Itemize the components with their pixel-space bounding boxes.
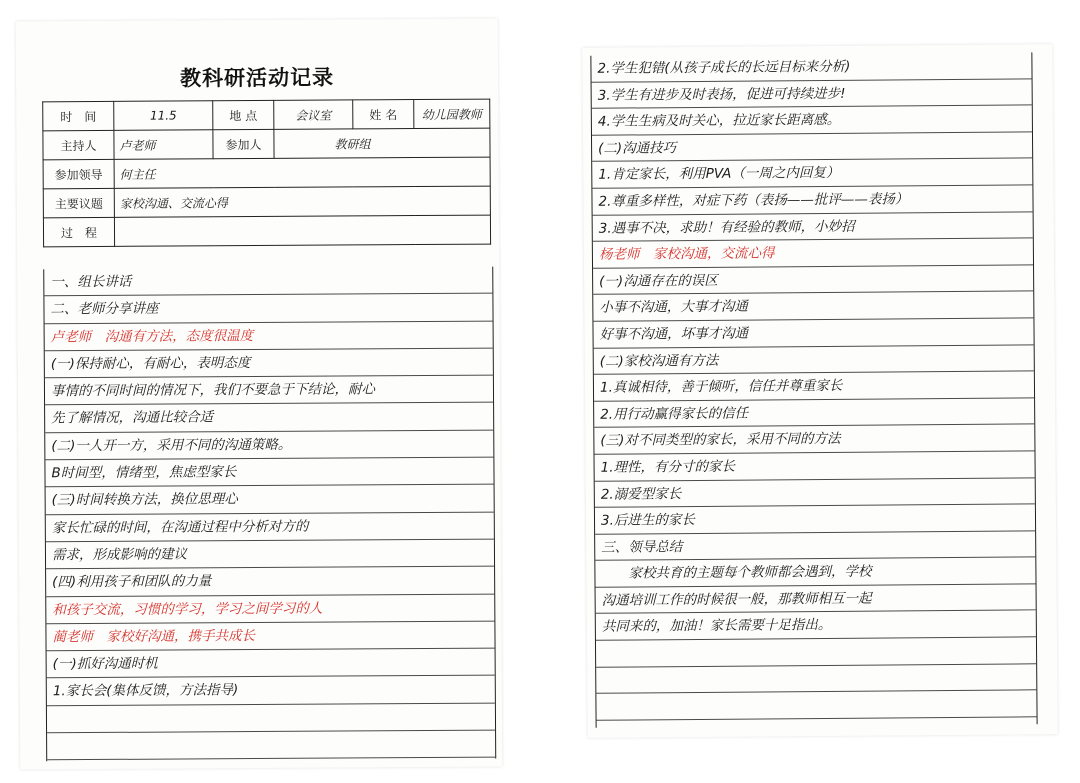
handwritten-line: 4.学生生病及时关心，拉近家长距离感。 <box>592 106 1032 136</box>
name-value: 幼儿园教师 <box>414 99 490 128</box>
handwritten-line: (四)利用孩子和团队的力量 <box>46 567 494 597</box>
handwritten-line: 杨老师 家校沟通，交流心得 <box>593 238 1033 268</box>
leader-value: 何主任 <box>114 157 490 188</box>
handwritten-line: (二)沟通技巧 <box>592 132 1032 162</box>
handwritten-line: B时间型，情绪型，焦虑型家长 <box>45 458 493 488</box>
handwritten-line: (三)时间转换方法，换位思理心 <box>46 485 494 515</box>
handwritten-line: 一、组长讲话 <box>44 267 492 297</box>
handwritten-line: 事情的不同时间的情况下，我们不要急于下结论，耐心 <box>45 376 493 406</box>
time-label: 时 间 <box>43 101 114 130</box>
process-label: 过 程 <box>43 217 114 246</box>
topic-label: 主要议题 <box>43 188 114 217</box>
time-value: 11.5 <box>114 101 213 131</box>
right-ruled-lines <box>590 52 1037 727</box>
handwritten-line: 家校共育的主题每个教师都会遇到，学校 <box>595 558 1035 588</box>
handwritten-line: 1.理性，有分寸的家长 <box>594 451 1034 481</box>
handwritten-line: 卢老师 沟通有方法，态度很温度 <box>45 321 493 351</box>
handwritten-line: 沟通培训工作的时候很一般，那教师相互一起 <box>596 584 1036 614</box>
handwritten-line: 好事不沟通，坏事才沟通 <box>593 318 1033 348</box>
handwritten-line: 2.尊重多样性，对症下药（表扬——批评——表扬） <box>592 185 1032 215</box>
handwritten-line: 三、领导总结 <box>595 531 1035 561</box>
handwritten-line <box>47 703 495 733</box>
right-record-page <box>582 44 1057 738</box>
handwritten-line: (二)一人开一方，采用不同的沟通策略。 <box>45 430 493 460</box>
leader-label: 参加领导 <box>43 159 114 188</box>
handwritten-line: 2.学生犯错(从孩子成长的长远目标来分析) <box>591 52 1031 82</box>
host-value: 卢老师 <box>114 130 213 160</box>
process-value <box>114 215 490 246</box>
handwritten-line: 先了解情况，沟通比较合适 <box>45 403 493 433</box>
handwritten-line <box>47 731 495 761</box>
handwritten-line: (一)抓好沟通时机 <box>47 649 495 679</box>
handwritten-line: (一)保持耐心，有耐心，表明态度 <box>45 348 493 378</box>
handwritten-line: 小事不沟通，大事才沟通 <box>593 292 1033 322</box>
handwritten-line: 二、老师分享讲座 <box>44 294 492 324</box>
left-record-page <box>16 19 503 770</box>
handwritten-line <box>596 637 1036 667</box>
handwritten-line: 3.学生有进步及时表扬，促进可持续进步! <box>592 79 1032 109</box>
left-ruled-lines <box>43 267 496 762</box>
place-label: 地 点 <box>213 100 274 129</box>
handwritten-line: 需求，形成影响的建议 <box>46 540 494 570</box>
participants-label: 参加人 <box>213 129 274 158</box>
handwritten-line: 共同来的，加油！家长需要十足指出。 <box>596 611 1036 641</box>
handwritten-line: (二)家校沟通有方法 <box>594 345 1034 375</box>
handwritten-line: 1.真诚相待，善于倾听，信任并尊重家长 <box>594 371 1034 401</box>
topic-value: 家校沟通、交流心得 <box>114 186 490 217</box>
page-title: 教科研活动记录 <box>179 64 335 91</box>
handwritten-line: 2.用行动赢得家长的信任 <box>594 398 1034 428</box>
handwritten-line: 和孩子交流，习惯的学习，学习之间学习的人 <box>46 594 494 624</box>
handwritten-line: 1.肯定家长，利用PVA（一周之内回复） <box>592 159 1032 189</box>
handwritten-line: 家长忙碌的时间，在沟通过程中分析对方的 <box>46 512 494 542</box>
record-header-table <box>42 99 491 248</box>
place-value: 会议室 <box>274 100 353 129</box>
handwritten-line: 2.溺爱型家长 <box>595 478 1035 508</box>
handwritten-line: 1.家长会(集体反馈，方法指导) <box>47 676 495 706</box>
name-label: 姓 名 <box>353 100 414 129</box>
handwritten-line <box>596 664 1036 694</box>
participants-value: 教研组 <box>274 128 490 158</box>
handwritten-line <box>596 691 1036 721</box>
host-label: 主持人 <box>43 130 114 159</box>
handwritten-line: (三)对不同类型的家长，采用不同的方法 <box>594 425 1034 455</box>
handwritten-line: 蔺老师 家校好沟通，携手共成长 <box>46 621 494 651</box>
handwritten-line: 3.后进生的家长 <box>595 504 1035 534</box>
handwritten-line: (一)沟通存在的误区 <box>593 265 1033 295</box>
handwritten-line: 3.遇事不决，求助！有经验的教师，小妙招 <box>593 212 1033 242</box>
